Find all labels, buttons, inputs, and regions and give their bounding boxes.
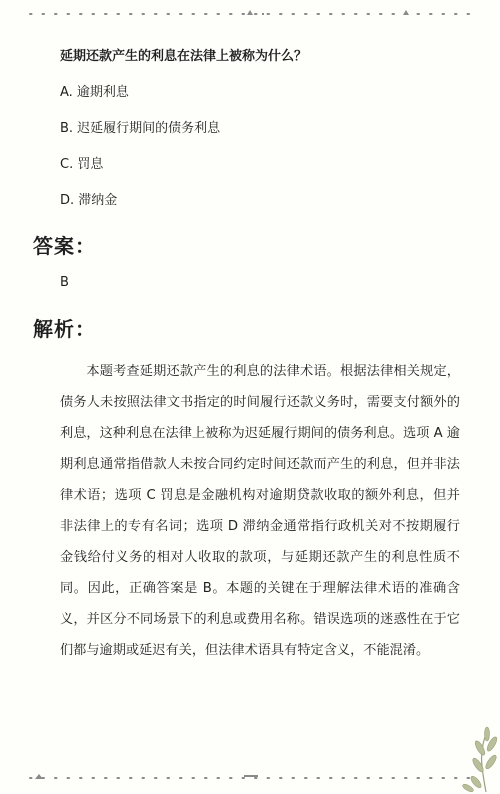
question-title: 延期还款产生的利息在法律上被称为什么？ [60, 49, 308, 64]
bottom-center-mark [244, 775, 258, 777]
analysis-heading: 解析： [33, 317, 96, 341]
option-a: A. 逾期利息 [60, 85, 129, 100]
answer-value: B [60, 275, 69, 290]
option-b: B. 迟延履行期间的债务利息 [60, 121, 221, 136]
analysis-text: 本题考查延期还款产生的利息的法律术语。根据法律相关规定，债务人未按照法律文书指定的时间履行还款义务时，需要支付额外的利息，这种利息在法律上被称为迟延履行期间的债务利息。选项 A 逾期利息通常指借款人未按合同约定时间还款而产生的利息，但并非法律术语；选项 C 罚息是金融机构对逾期贷款收取的额外利息，但并非法律上的专有名词；选项 D 滞纳金通常指行政机关对不按期履行金钱给付义务的相对人收取的款项，与延期还款产生的利息性质不同。因此，正确答案是 B。本题的关键在于理解法律术语的准确含义，并区分不同场景下的利息或费用名称。错误选项的迷惑性在于它们都与逾期或延迟有关，但法律术语具有特定含义，不能混淆。 [60, 364, 460, 658]
option-d: D. 滞纳金 [60, 193, 118, 208]
leaf-decoration-icon [462, 727, 499, 793]
option-c: C. 罚息 [60, 157, 104, 172]
answer-heading: 答案： [33, 234, 96, 258]
